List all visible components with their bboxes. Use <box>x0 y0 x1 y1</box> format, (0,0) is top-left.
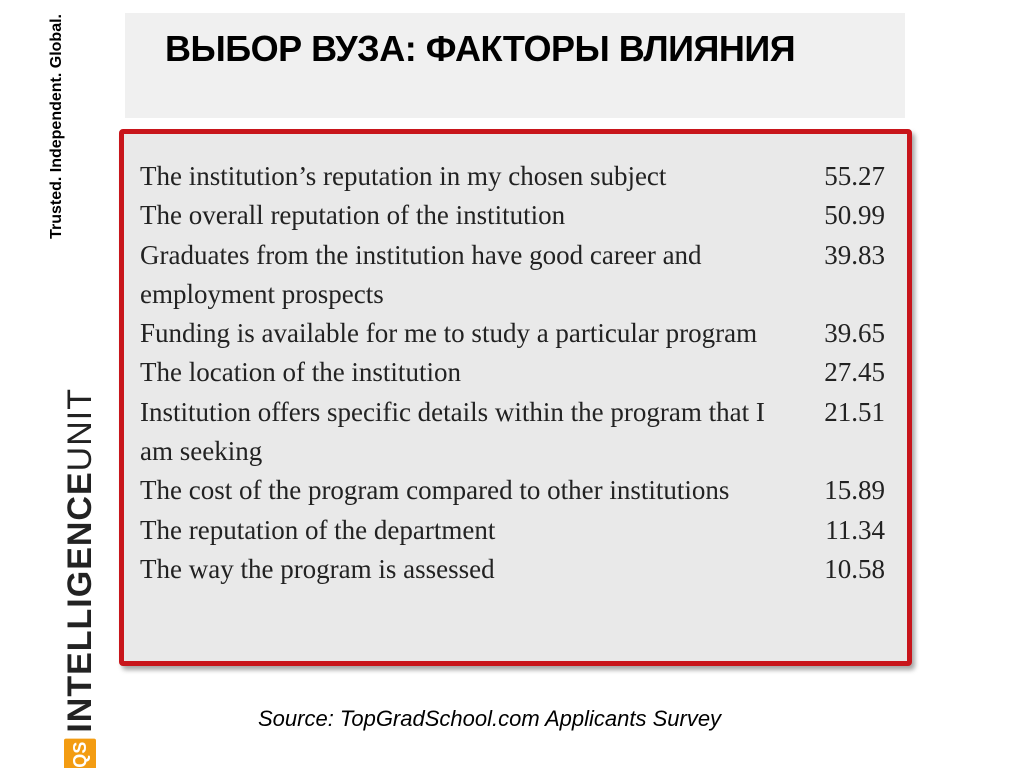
table-row <box>140 550 885 589</box>
table-row <box>140 236 885 315</box>
sidebar <box>0 0 99 768</box>
qs-logo-icon: QS <box>64 739 96 768</box>
factor-value: 55.27 <box>824 161 885 191</box>
factor-label: The overall reputation of the institution <box>140 200 566 231</box>
factor-label: Institution offers specific details within the program that I am seeking <box>140 396 765 467</box>
factor-label: The way the program is assessed <box>140 553 495 584</box>
brand-name-light: UNIT <box>61 388 99 472</box>
factor-label: The reputation of the department <box>140 514 496 545</box>
table-row <box>140 471 885 510</box>
factor-label: The cost of the program compared to other institutions <box>140 475 730 506</box>
factor-label: Graduates from the institution have good career and employment prospects <box>140 239 702 309</box>
factor-value: 11.34 <box>825 514 885 545</box>
factor-label: The location of the institution <box>140 357 461 388</box>
factor-value: 27.45 <box>824 357 885 388</box>
brand-name <box>63 388 97 733</box>
source-citation: Source: TopGradSchool.com Applicants Survey <box>258 706 722 731</box>
brand-logo <box>63 388 97 768</box>
factor-value: 15.89 <box>824 475 885 506</box>
table-row <box>140 314 885 353</box>
title-area <box>125 13 905 118</box>
factor-value: 39.83 <box>824 239 885 270</box>
factors-table <box>119 129 912 666</box>
brand-name-bold: INTELLIGENCE <box>61 471 99 733</box>
table-row <box>140 511 885 550</box>
table-row <box>140 196 885 235</box>
factor-value: 10.58 <box>824 553 885 584</box>
table-row <box>140 157 885 196</box>
factor-value: 21.51 <box>824 396 885 427</box>
table-row <box>140 393 885 472</box>
factor-value: 50.99 <box>824 200 885 231</box>
factor-label: The institution’s reputation in my chosen subject <box>140 161 667 191</box>
factors-list <box>140 157 885 589</box>
table-row <box>140 353 885 392</box>
factor-label: Funding is available for me to study a particular program <box>140 318 758 349</box>
page-title: ВЫБОР ВУЗА: ФАКТОРЫ ВЛИЯНИЯ <box>165 28 796 69</box>
tagline: Trusted. Independent. Global. <box>48 14 65 239</box>
factor-value: 39.65 <box>824 318 885 349</box>
